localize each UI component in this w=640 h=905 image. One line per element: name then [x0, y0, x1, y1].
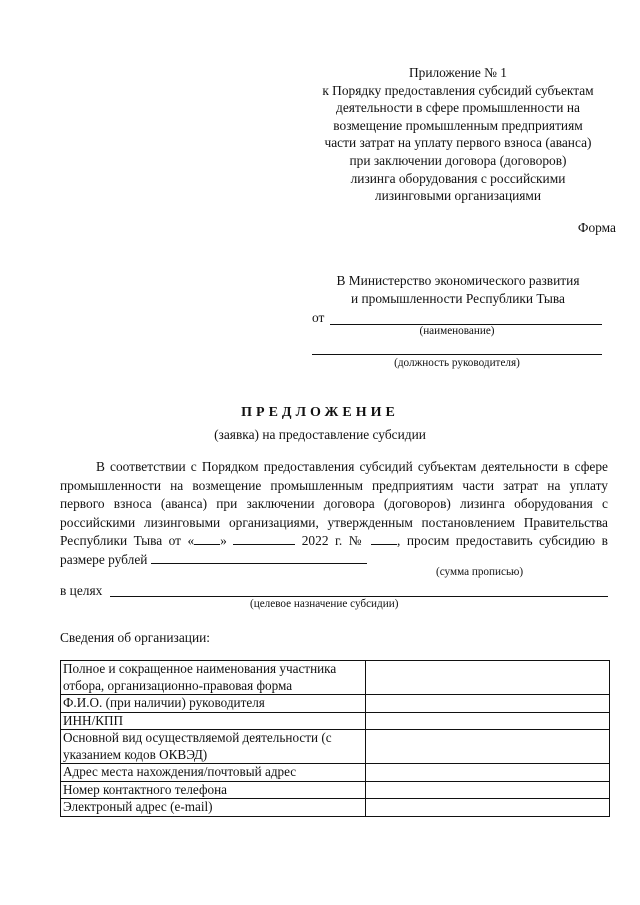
- quote-close: »: [220, 533, 227, 548]
- purpose-field[interactable]: [110, 583, 608, 597]
- decree-number-field[interactable]: [371, 532, 397, 545]
- table-cell-value[interactable]: [366, 712, 610, 730]
- table-cell-label: Электроный адрес (e-mail): [61, 799, 366, 817]
- caption-purpose: (целевое назначение субсидии): [250, 598, 399, 610]
- organization-name-field[interactable]: [330, 310, 602, 325]
- from-word: от: [312, 310, 325, 325]
- org-info-heading: Сведения об организации:: [60, 630, 211, 645]
- table-cell-value[interactable]: [366, 799, 610, 817]
- table-row: [61, 730, 610, 764]
- table-row: [61, 781, 610, 799]
- paragraph-text: В соответствии с Порядком предоставления субсидий субъектам деятельности в сфере промышленности на возмещение промышленным предприятиям части затрат на уплату первого взноса (аванса) при заключении договора (договоров) лизинга оборудования с российскими лизинговыми организациями, утвержденным постановлением Правительства Республики Тыва от «: [60, 459, 608, 548]
- table-cell-value[interactable]: [366, 764, 610, 782]
- main-paragraph: [60, 458, 608, 569]
- appendix-line: Приложение № 1: [408, 65, 508, 80]
- table-row: [61, 799, 610, 817]
- table-cell-label: Основной вид осуществляемой деятельности (с указанием кодов ОКВЭД): [61, 730, 366, 764]
- appendix-line: деятельности в сфере промышленности на: [336, 100, 580, 116]
- appendix-line: к Порядку предоставления субсидий субъектам: [322, 82, 594, 98]
- comma: ,: [397, 533, 401, 548]
- table-cell-label: Номер контактного телефона: [61, 781, 366, 799]
- table-cell-label: Полное и сокращенное наименования участника отбора, организационно-правовая форма: [61, 661, 366, 695]
- document-subtitle: (заявка) на предоставление субсидии: [214, 427, 426, 442]
- position-field[interactable]: [312, 341, 602, 355]
- table-cell-label: ИНН/КПП: [61, 712, 366, 730]
- addressee-line-1: В Министерство экономического развития: [336, 273, 580, 288]
- appendix-line: части затрат на уплату первого взноса (аванса): [324, 135, 592, 151]
- form-label: Форма: [577, 220, 616, 235]
- appendix-line: возмещение промышленным предприятиям: [333, 117, 583, 133]
- table-row: [61, 764, 610, 782]
- table-cell-value[interactable]: [366, 730, 610, 764]
- table-cell-label: Адрес места нахождения/почтовый адрес: [61, 764, 366, 782]
- decree-day-field[interactable]: [194, 532, 220, 545]
- appendix-line: лизинговыми организациями: [374, 188, 542, 204]
- decree-year-text: 2022 г. №: [301, 533, 365, 548]
- caption-amount: (сумма прописью): [436, 566, 524, 578]
- appendix-line: при заключении договора (договоров): [349, 152, 567, 168]
- addressee-line-2: и промышленности Республики Тыва: [350, 290, 565, 306]
- table-cell-value[interactable]: [366, 661, 610, 695]
- decree-month-field[interactable]: [233, 532, 295, 545]
- table-row: [61, 661, 610, 695]
- caption-position: (должность руководителя): [394, 357, 520, 369]
- table-cell-value[interactable]: [366, 781, 610, 799]
- appendix-header: [300, 64, 616, 205]
- document-title: ПРЕДЛОЖЕНИЕ: [241, 405, 399, 420]
- appendix-line: лизинга оборудования с российскими: [350, 170, 566, 186]
- subsidy-amount-field[interactable]: [151, 551, 367, 564]
- request-text: просим предоставить субсидию в размере рублей: [60, 533, 608, 567]
- addressee-block: [300, 272, 616, 307]
- table-cell-value[interactable]: [366, 695, 610, 713]
- table-cell-label: Ф.И.О. (при наличии) руководителя: [61, 695, 366, 713]
- caption-name: (наименование): [419, 325, 495, 337]
- table-row: [61, 695, 610, 713]
- table-row: [61, 712, 610, 730]
- organization-table: [60, 660, 610, 817]
- purpose-word: в целях: [60, 583, 103, 598]
